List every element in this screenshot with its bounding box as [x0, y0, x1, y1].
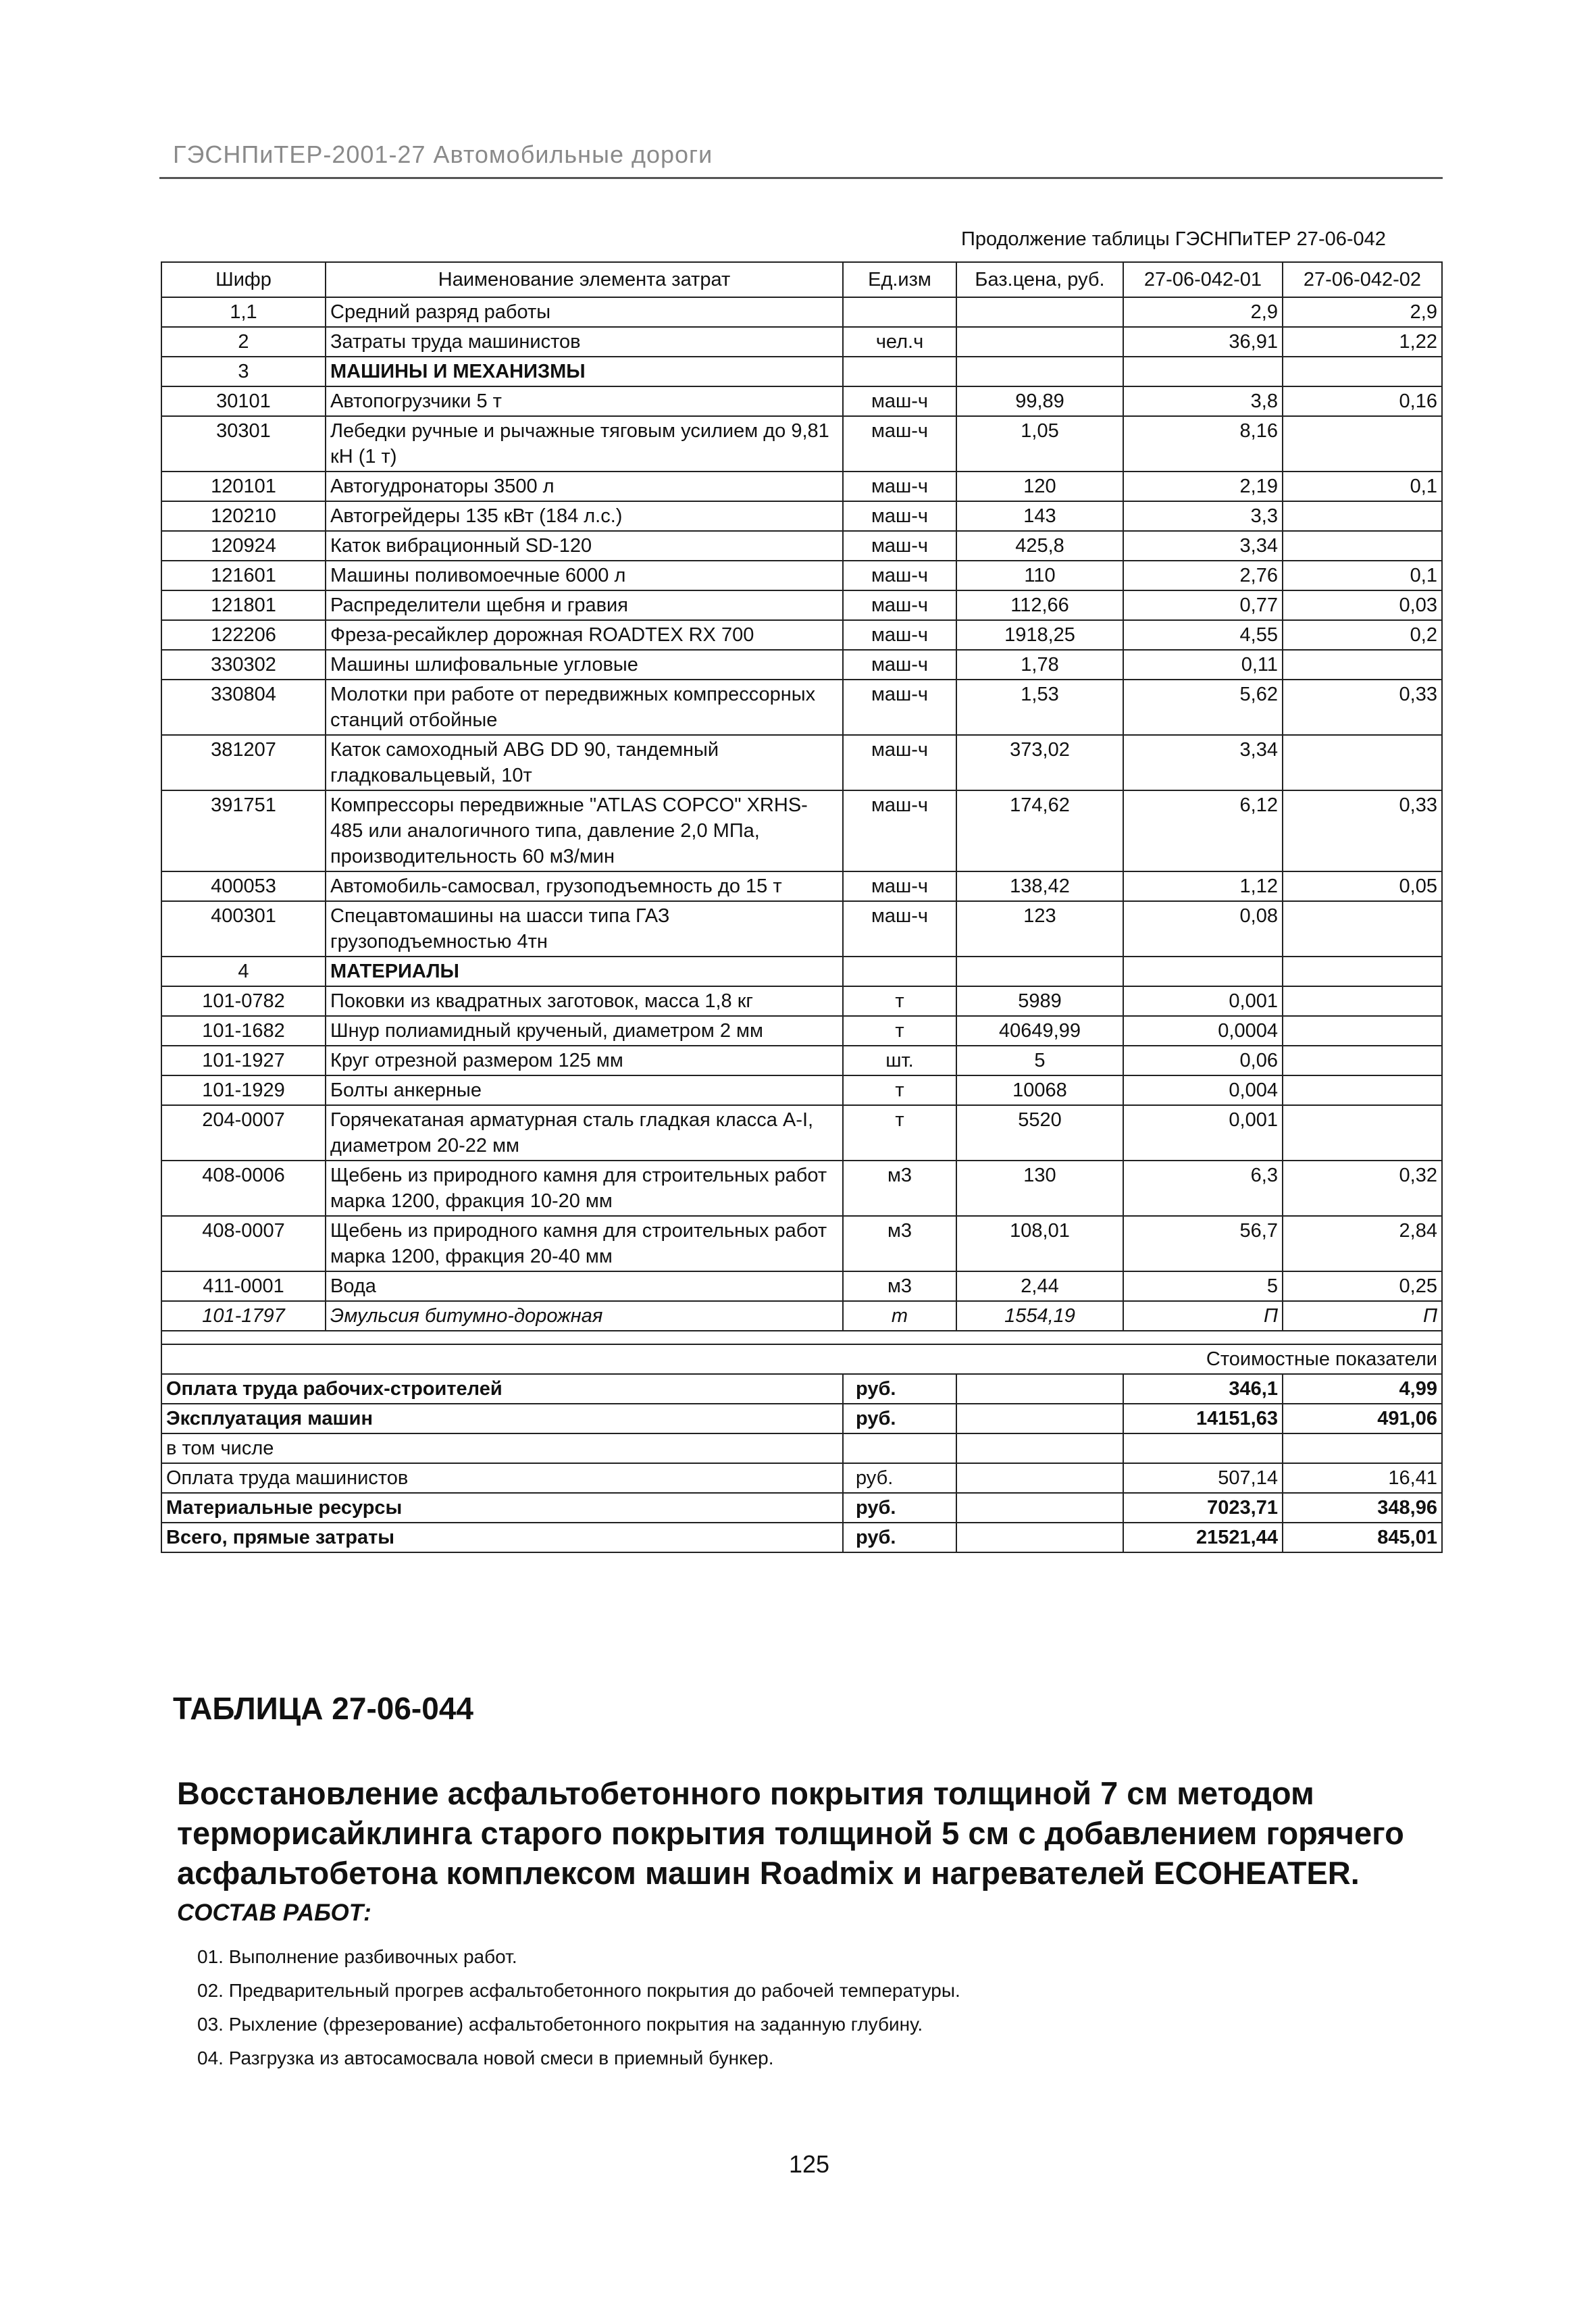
table-row — [161, 901, 1442, 957]
summary-empty — [956, 1433, 1123, 1463]
table-row — [161, 297, 1442, 327]
variant-2-cell — [1283, 531, 1442, 561]
variant-2-cell — [1283, 901, 1442, 957]
variant-2-cell: 0,1 — [1283, 472, 1442, 501]
price-cell: 143 — [956, 501, 1123, 531]
table-row — [161, 871, 1442, 901]
table-row — [161, 531, 1442, 561]
summary-row — [161, 1463, 1442, 1493]
unit-cell: маш-ч — [843, 871, 956, 901]
table-row — [161, 680, 1442, 735]
variant-1-cell: 6,3 — [1123, 1161, 1283, 1216]
code-cell: 121801 — [161, 590, 326, 620]
code-cell: 120210 — [161, 501, 326, 531]
unit-cell: маш-ч — [843, 680, 956, 735]
code-cell: 101-1927 — [161, 1046, 326, 1075]
unit-cell: маш-ч — [843, 501, 956, 531]
price-cell: 5989 — [956, 986, 1123, 1016]
variant-2-cell: 0,03 — [1283, 590, 1442, 620]
variant-2-cell: 0,25 — [1283, 1271, 1442, 1301]
price-cell: 2,44 — [956, 1271, 1123, 1301]
price-cell — [956, 357, 1123, 386]
name-cell: Щебень из природного камня для строительных работ марка 1200, фракция 20-40 мм — [326, 1216, 843, 1271]
price-cell: 1,05 — [956, 416, 1123, 472]
summary-unit: руб. — [843, 1523, 956, 1552]
code-cell: 330804 — [161, 680, 326, 735]
variant-1-cell: 0,004 — [1123, 1075, 1283, 1105]
table-row — [161, 416, 1442, 472]
variant-1-cell: 2,76 — [1123, 561, 1283, 590]
variant-1-cell: 0,0004 — [1123, 1016, 1283, 1046]
spacer-row — [161, 1331, 1442, 1344]
summary-variant-2: 16,41 — [1283, 1463, 1442, 1493]
summary-label: Оплата труда рабочих-строителей — [161, 1374, 843, 1404]
unit-cell: м3 — [843, 1216, 956, 1271]
variant-1-cell: 0,08 — [1123, 901, 1283, 957]
variant-2-cell — [1283, 357, 1442, 386]
price-cell: 108,01 — [956, 1216, 1123, 1271]
price-cell: 130 — [956, 1161, 1123, 1216]
unit-cell — [843, 357, 956, 386]
column-header-variant-2: 27-06-042-02 — [1283, 262, 1442, 297]
summary-empty — [956, 1404, 1123, 1433]
code-cell: 381207 — [161, 735, 326, 790]
variant-1-cell: 0,001 — [1123, 986, 1283, 1016]
unit-cell — [843, 297, 956, 327]
column-header-unit: Ед.изм — [843, 262, 956, 297]
unit-cell: маш-ч — [843, 561, 956, 590]
unit-cell: маш-ч — [843, 416, 956, 472]
table-row — [161, 1161, 1442, 1216]
price-cell: 40649,99 — [956, 1016, 1123, 1046]
code-cell: 101-1682 — [161, 1016, 326, 1046]
variant-2-cell — [1283, 650, 1442, 680]
variant-2-cell — [1283, 1105, 1442, 1161]
unit-cell: т — [843, 1301, 956, 1331]
table-row — [161, 561, 1442, 590]
table-row — [161, 620, 1442, 650]
name-cell: Шнур полиамидный крученый, диаметром 2 мм — [326, 1016, 843, 1046]
table-heading: ТАБЛИЦА 27-06-044 — [173, 1691, 473, 1726]
variant-1-cell: 2,9 — [1123, 297, 1283, 327]
code-cell: 101-1797 — [161, 1301, 326, 1331]
price-cell — [956, 327, 1123, 357]
unit-cell: т — [843, 1016, 956, 1046]
variant-1-cell: 0,001 — [1123, 1105, 1283, 1161]
name-cell: Машины шлифовальные угловые — [326, 650, 843, 680]
price-cell: 110 — [956, 561, 1123, 590]
variant-1-cell: 3,3 — [1123, 501, 1283, 531]
variant-1-cell: 0,77 — [1123, 590, 1283, 620]
table-row — [161, 590, 1442, 620]
price-cell: 1918,25 — [956, 620, 1123, 650]
summary-empty — [956, 1463, 1123, 1493]
unit-cell: маш-ч — [843, 620, 956, 650]
price-cell: 112,66 — [956, 590, 1123, 620]
variant-2-cell: 0,1 — [1283, 561, 1442, 590]
summary-label: Оплата труда машинистов — [161, 1463, 843, 1493]
variant-2-cell: 0,33 — [1283, 790, 1442, 871]
code-cell: 30101 — [161, 386, 326, 416]
name-cell: Затраты труда машинистов — [326, 327, 843, 357]
unit-cell: маш-ч — [843, 531, 956, 561]
price-cell: 5520 — [956, 1105, 1123, 1161]
table-row — [161, 357, 1442, 386]
column-header-variant-1: 27-06-042-01 — [1123, 262, 1283, 297]
variant-1-cell — [1123, 957, 1283, 986]
summary-variant-1 — [1123, 1433, 1283, 1463]
table-row — [161, 1105, 1442, 1161]
summary-variant-2: 845,01 — [1283, 1523, 1442, 1552]
variant-2-cell: 0,33 — [1283, 680, 1442, 735]
summary-variant-1: 14151,63 — [1123, 1404, 1283, 1433]
name-cell: Автопогрузчики 5 т — [326, 386, 843, 416]
summary-row — [161, 1433, 1442, 1463]
page-number: 125 — [789, 2150, 830, 2178]
spacer-cell — [161, 1331, 1442, 1344]
column-header-code: Шифр — [161, 262, 326, 297]
variant-2-cell: 2,9 — [1283, 297, 1442, 327]
table-row — [161, 986, 1442, 1016]
name-cell: Щебень из природного камня для строительных работ марка 1200, фракция 10-20 мм — [326, 1161, 843, 1216]
name-cell: Круг отрезной размером 125 мм — [326, 1046, 843, 1075]
variant-2-cell — [1283, 986, 1442, 1016]
variant-2-cell — [1283, 416, 1442, 472]
works-label: СОСТАВ РАБОТ: — [177, 1900, 371, 1926]
summary-empty — [956, 1374, 1123, 1404]
summary-unit: руб. — [843, 1404, 956, 1433]
price-cell: 120 — [956, 472, 1123, 501]
unit-cell: м3 — [843, 1161, 956, 1216]
code-cell: 204-0007 — [161, 1105, 326, 1161]
name-cell: Эмульсия битумно-дорожная — [326, 1301, 843, 1331]
unit-cell: маш-ч — [843, 472, 956, 501]
unit-cell: маш-ч — [843, 650, 956, 680]
summary-variant-2 — [1283, 1433, 1442, 1463]
table-row — [161, 501, 1442, 531]
summary-row — [161, 1523, 1442, 1552]
name-cell: Молотки при работе от передвижных компрессорных станций отбойные — [326, 680, 843, 735]
name-cell: Поковки из квадратных заготовок, масса 1,8 кг — [326, 986, 843, 1016]
code-cell: 408-0006 — [161, 1161, 326, 1216]
code-cell: 30301 — [161, 416, 326, 472]
code-cell: 400053 — [161, 871, 326, 901]
variant-2-cell — [1283, 501, 1442, 531]
summary-unit — [843, 1433, 956, 1463]
table-row — [161, 1075, 1442, 1105]
table-row — [161, 957, 1442, 986]
unit-cell: чел.ч — [843, 327, 956, 357]
summary-body — [161, 1374, 1442, 1552]
table-row — [161, 1271, 1442, 1301]
summary-variant-2: 491,06 — [1283, 1404, 1442, 1433]
code-cell: 101-0782 — [161, 986, 326, 1016]
variant-2-cell — [1283, 957, 1442, 986]
price-cell: 1554,19 — [956, 1301, 1123, 1331]
unit-cell: маш-ч — [843, 901, 956, 957]
summary-label: Всего, прямые затраты — [161, 1523, 843, 1552]
price-cell: 425,8 — [956, 531, 1123, 561]
table-row — [161, 790, 1442, 871]
summary-label: в том числе — [161, 1433, 843, 1463]
price-cell: 373,02 — [956, 735, 1123, 790]
variant-2-cell: П — [1283, 1301, 1442, 1331]
code-cell: 101-1929 — [161, 1075, 326, 1105]
variant-2-cell: 0,32 — [1283, 1161, 1442, 1216]
summary-variant-2: 4,99 — [1283, 1374, 1442, 1404]
name-cell: Горячекатаная арматурная сталь гладкая класса А-I, диаметром 20-22 мм — [326, 1105, 843, 1161]
column-header-name: Наименование элемента затрат — [326, 262, 843, 297]
code-cell: 3 — [161, 357, 326, 386]
variant-1-cell: 56,7 — [1123, 1216, 1283, 1271]
summary-empty — [956, 1493, 1123, 1523]
code-cell: 4 — [161, 957, 326, 986]
variant-1-cell: 0,06 — [1123, 1046, 1283, 1075]
table-row — [161, 386, 1442, 416]
price-cell: 138,42 — [956, 871, 1123, 901]
price-cell — [956, 297, 1123, 327]
variant-1-cell: 3,34 — [1123, 735, 1283, 790]
code-cell: 120924 — [161, 531, 326, 561]
summary-label: Материальные ресурсы — [161, 1493, 843, 1523]
variant-2-cell — [1283, 1075, 1442, 1105]
variant-1-cell: 5,62 — [1123, 680, 1283, 735]
price-cell — [956, 957, 1123, 986]
variant-2-cell — [1283, 735, 1442, 790]
table-row — [161, 327, 1442, 357]
name-cell: Болты анкерные — [326, 1075, 843, 1105]
table-row — [161, 650, 1442, 680]
variant-2-cell: 2,84 — [1283, 1216, 1442, 1271]
variant-1-cell: 0,11 — [1123, 650, 1283, 680]
unit-cell: маш-ч — [843, 790, 956, 871]
code-cell: 120101 — [161, 472, 326, 501]
price-cell: 10068 — [956, 1075, 1123, 1105]
variant-2-cell: 1,22 — [1283, 327, 1442, 357]
summary-variant-2: 348,96 — [1283, 1493, 1442, 1523]
summary-row — [161, 1493, 1442, 1523]
unit-cell: маш-ч — [843, 735, 956, 790]
name-cell: Автогрейдеры 135 кВт (184 л.с.) — [326, 501, 843, 531]
table-row — [161, 1216, 1442, 1271]
unit-cell: маш-ч — [843, 386, 956, 416]
name-cell: Автомобиль-самосвал, грузоподъемность до 15 т — [326, 871, 843, 901]
column-header-price: Баз.цена, руб. — [956, 262, 1123, 297]
table-row — [161, 735, 1442, 790]
code-cell: 330302 — [161, 650, 326, 680]
unit-cell: шт. — [843, 1046, 956, 1075]
variant-1-cell: 1,12 — [1123, 871, 1283, 901]
works-item: 04. Разгрузка из автосамосвала новой смеси в приемный бункер. — [197, 2048, 774, 2068]
code-cell: 121601 — [161, 561, 326, 590]
variant-1-cell: 3,34 — [1123, 531, 1283, 561]
cost-table — [161, 261, 1443, 1553]
variant-1-cell: 8,16 — [1123, 416, 1283, 472]
header-rule — [159, 177, 1443, 179]
table-row — [161, 1046, 1442, 1075]
variant-1-cell: П — [1123, 1301, 1283, 1331]
works-item: 01. Выполнение разбивочных работ. — [197, 1946, 517, 1967]
name-cell: Вода — [326, 1271, 843, 1301]
summary-variant-1: 7023,71 — [1123, 1493, 1283, 1523]
table-body — [161, 297, 1442, 1331]
unit-cell: маш-ч — [843, 590, 956, 620]
price-cell: 99,89 — [956, 386, 1123, 416]
variant-2-cell: 0,05 — [1283, 871, 1442, 901]
table-row — [161, 472, 1442, 501]
unit-cell: т — [843, 1075, 956, 1105]
summary-row — [161, 1374, 1442, 1404]
table-row — [161, 1016, 1442, 1046]
works-item: 03. Рыхление (фрезерование) асфальтобетонного покрытия на заданную глубину. — [197, 2014, 923, 2035]
unit-cell: т — [843, 986, 956, 1016]
summary-variant-1: 507,14 — [1123, 1463, 1283, 1493]
price-cell: 174,62 — [956, 790, 1123, 871]
name-cell: Средний разряд работы — [326, 297, 843, 327]
summary-unit: руб. — [843, 1493, 956, 1523]
table-row — [161, 1301, 1442, 1331]
variant-1-cell: 5 — [1123, 1271, 1283, 1301]
code-cell: 1,1 — [161, 297, 326, 327]
variant-2-cell: 0,2 — [1283, 620, 1442, 650]
code-cell: 2 — [161, 327, 326, 357]
summary-variant-1: 21521,44 — [1123, 1523, 1283, 1552]
variant-2-cell — [1283, 1016, 1442, 1046]
summary-row — [161, 1404, 1442, 1433]
name-cell: Спецавтомашины на шасси типа ГАЗ грузоподъемностью 4тн — [326, 901, 843, 957]
cost-header-row — [161, 1344, 1442, 1374]
name-cell: Автогудронаторы 3500 л — [326, 472, 843, 501]
variant-2-cell — [1283, 1046, 1442, 1075]
unit-cell — [843, 957, 956, 986]
variant-1-cell: 4,55 — [1123, 620, 1283, 650]
variant-1-cell: 36,91 — [1123, 327, 1283, 357]
unit-cell: м3 — [843, 1271, 956, 1301]
section-title: Восстановление асфальтобетонного покрытия толщиной 7 см методом терморисайклинга старого покрытия толщиной 5 см с добавлением горячего асфальтобетона комплексом машин Roadmix и нагревателей ECOHEATER. — [177, 1775, 1404, 1891]
variant-1-cell: 6,12 — [1123, 790, 1283, 871]
price-cell: 1,78 — [956, 650, 1123, 680]
cost-header: Стоимостные показатели — [161, 1344, 1442, 1374]
unit-cell: т — [843, 1105, 956, 1161]
name-cell: Каток самоходный ABG DD 90, тандемный гладковальцевый, 10т — [326, 735, 843, 790]
summary-label: Эксплуатация машин — [161, 1404, 843, 1433]
price-cell: 5 — [956, 1046, 1123, 1075]
summary-variant-1: 346,1 — [1123, 1374, 1283, 1404]
variant-2-cell: 0,16 — [1283, 386, 1442, 416]
code-cell: 400301 — [161, 901, 326, 957]
code-cell: 122206 — [161, 620, 326, 650]
variant-1-cell: 2,19 — [1123, 472, 1283, 501]
name-cell: Каток вибрационный SD-120 — [326, 531, 843, 561]
running-header: ГЭСНПиТЕР-2001-27 Автомобильные дороги — [173, 141, 713, 168]
name-cell: Лебедки ручные и рычажные тяговым усилием до 9,81 кН (1 т) — [326, 416, 843, 472]
code-cell: 391751 — [161, 790, 326, 871]
name-cell: МАШИНЫ И МЕХАНИЗМЫ — [326, 357, 843, 386]
name-cell: Фреза-ресайклер дорожная ROADTEX RX 700 — [326, 620, 843, 650]
variant-1-cell: 3,8 — [1123, 386, 1283, 416]
variant-1-cell — [1123, 357, 1283, 386]
summary-unit: руб. — [843, 1463, 956, 1493]
name-cell: Распределители щебня и гравия — [326, 590, 843, 620]
price-cell: 123 — [956, 901, 1123, 957]
name-cell: Компрессоры передвижные "ATLAS COPCO" XRHS-485 или аналогичного типа, давление 2,0 МПа, производительность 60 м3/мин — [326, 790, 843, 871]
summary-empty — [956, 1523, 1123, 1552]
name-cell: Машины поливомоечные 6000 л — [326, 561, 843, 590]
code-cell: 411-0001 — [161, 1271, 326, 1301]
summary-unit: руб. — [843, 1374, 956, 1404]
name-cell: МАТЕРИАЛЫ — [326, 957, 843, 986]
code-cell: 408-0007 — [161, 1216, 326, 1271]
works-list — [197, 1940, 960, 2075]
price-cell: 1,53 — [956, 680, 1123, 735]
works-item: 02. Предварительный прогрев асфальтобетонного покрытия до рабочей температуры. — [197, 1980, 960, 2001]
table-header-row — [161, 262, 1442, 297]
table-caption: Продолжение таблицы ГЭСНПиТЕР 27-06-042 — [961, 228, 1386, 250]
